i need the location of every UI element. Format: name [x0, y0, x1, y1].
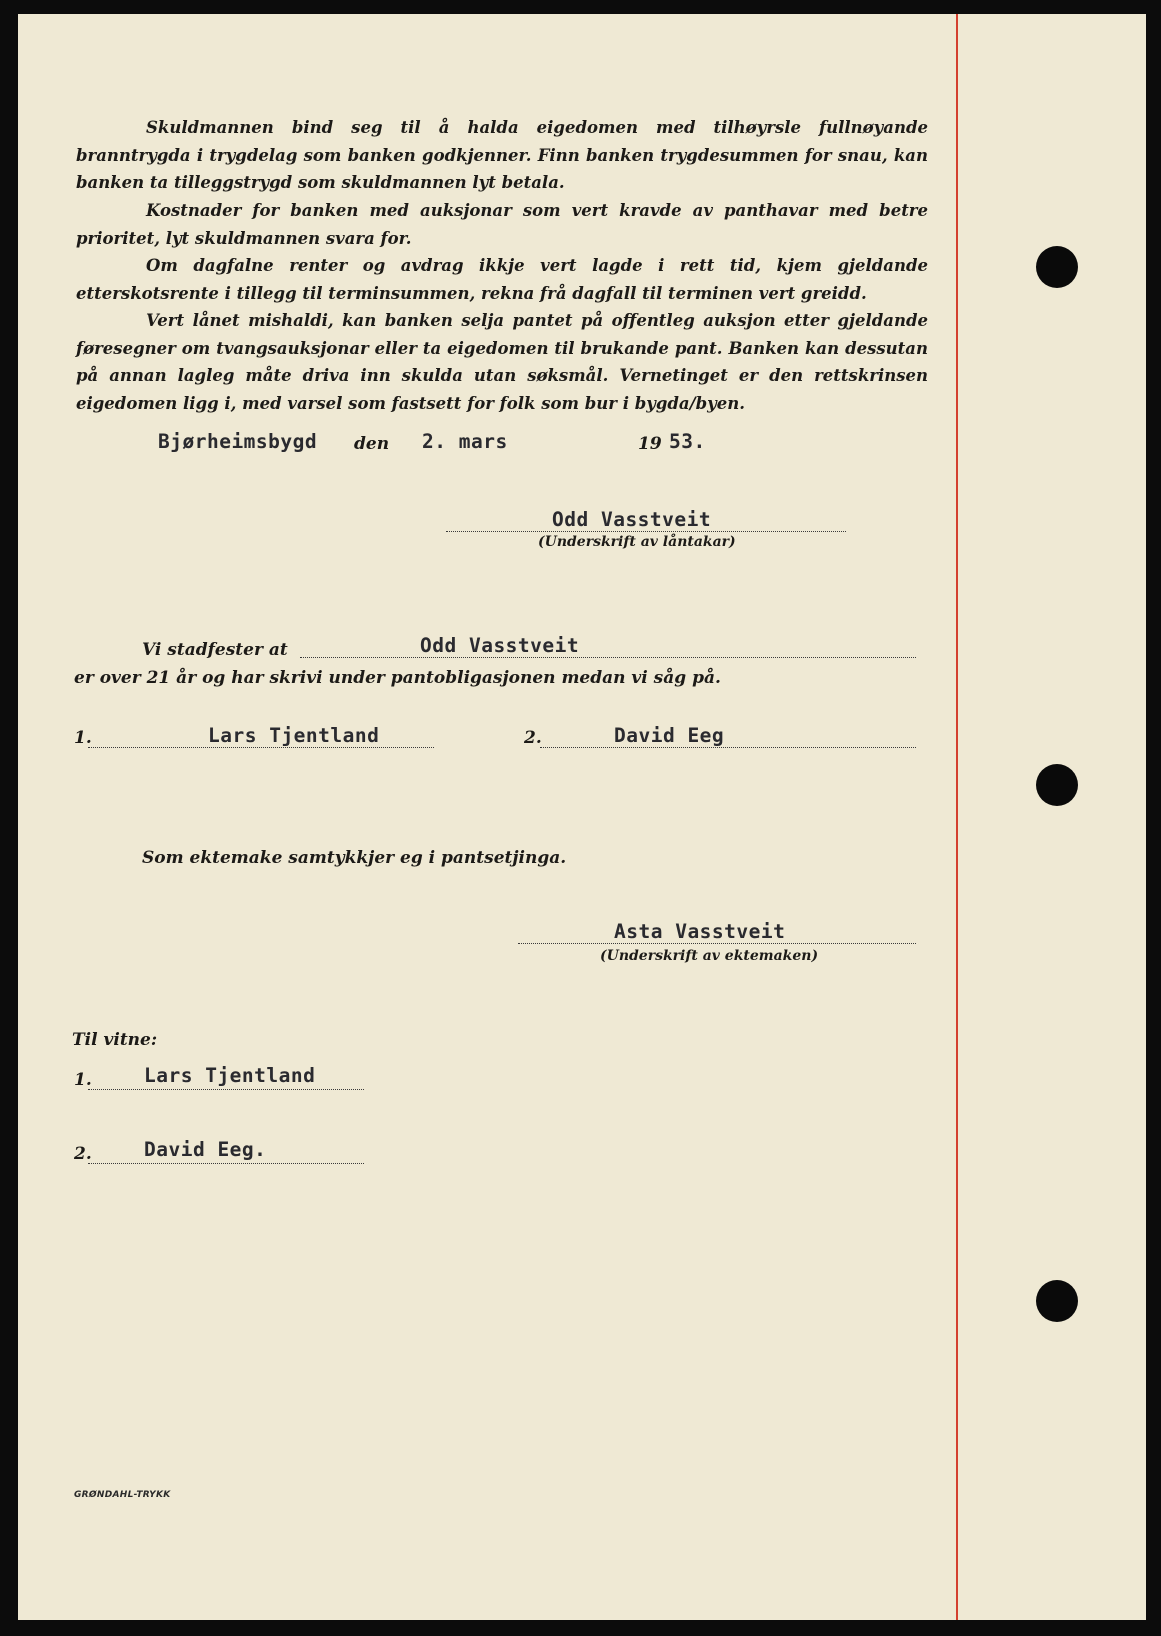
spouse-signature: Asta Vasstveit	[614, 920, 786, 943]
paragraph-interest: Om dagfalne renter og avdrag ikkje vert lagde i rett tid, kjem gjeldande etterskotsrente i tillegg til terminsummen, rekna frå dagfall til terminen vert greidd.	[76, 256, 928, 303]
borrower-caption: (Underskrift av låntakar)	[538, 534, 736, 550]
witness2-line	[540, 747, 916, 748]
vitne1-line	[88, 1089, 364, 1090]
year-suffix: 53.	[669, 430, 706, 453]
punch-hole	[1036, 246, 1078, 288]
spouse-signature-line	[518, 943, 916, 944]
vitne2-line	[88, 1163, 364, 1164]
borrower-signature: Odd Vasstveit	[552, 508, 712, 531]
borrower-signature-line	[446, 531, 846, 532]
confirm-name: Odd Vasstveit	[420, 634, 580, 657]
date: 2. mars	[422, 430, 508, 453]
red-margin-line	[956, 14, 958, 1620]
witness2-name: David Eeg	[614, 724, 725, 747]
confirm-name-line	[300, 657, 916, 658]
place: Bjørheimsbygd	[158, 430, 318, 453]
year-prefix: 19	[638, 434, 662, 454]
vitne1-name: Lars Tjentland	[144, 1064, 316, 1087]
printer-mark: GRØNDAHL-TRYKK	[74, 1490, 171, 1500]
witness1-number: 1.	[74, 728, 92, 748]
document-page	[18, 14, 1146, 1620]
spouse-caption: (Underskrift av ektemaken)	[600, 948, 819, 964]
witness2-number: 2.	[524, 728, 542, 748]
vitne2-name: David Eeg.	[144, 1138, 267, 1161]
vitne2-number: 2.	[74, 1144, 92, 1164]
punch-hole	[1036, 1280, 1078, 1322]
confirm-label: Vi stadfester at	[142, 640, 288, 660]
paragraph-default: Vert lånet mishaldi, kan banken selja pantet på offentleg auksjon etter gjeldande føresegner om tvangsauksjonar eller ta eigedomen til brukande pant. Banken kan dessutan på annan lagleg måte driva inn skulda utan søksmål. Vernetinget er den rettskrinsen eigedomen ligg i, med varsel som fastsett for folk som bur i bygda/byen.	[76, 311, 928, 413]
den-label: den	[354, 434, 390, 454]
confirm-text: er over 21 år og har skrivi under pantobligasjonen medan vi såg på.	[74, 668, 721, 688]
spouse-consent-text: Som ektemake samtykkjer eg i pantsetjinga.	[142, 848, 567, 868]
witness1-line	[88, 747, 434, 748]
til-vitne-label: Til vitne:	[72, 1030, 158, 1050]
vitne1-number: 1.	[74, 1070, 92, 1090]
punch-hole	[1036, 764, 1078, 806]
paragraph-costs: Kostnader for banken med auksjonar som vert kravde av panthavar med betre prioritet, lyt skuldmannen svara for.	[76, 201, 928, 248]
witness1-name: Lars Tjentland	[208, 724, 380, 747]
paragraph-insurance: Skuldmannen bind seg til å halda eigedomen med tilhøyrsle fullnøyande branntrygda i trygdelag som banken godkjenner. Finn banken trygdesummen for snau, kan banken ta tilleggstrygd som skuldmannen lyt betala.	[76, 118, 928, 192]
